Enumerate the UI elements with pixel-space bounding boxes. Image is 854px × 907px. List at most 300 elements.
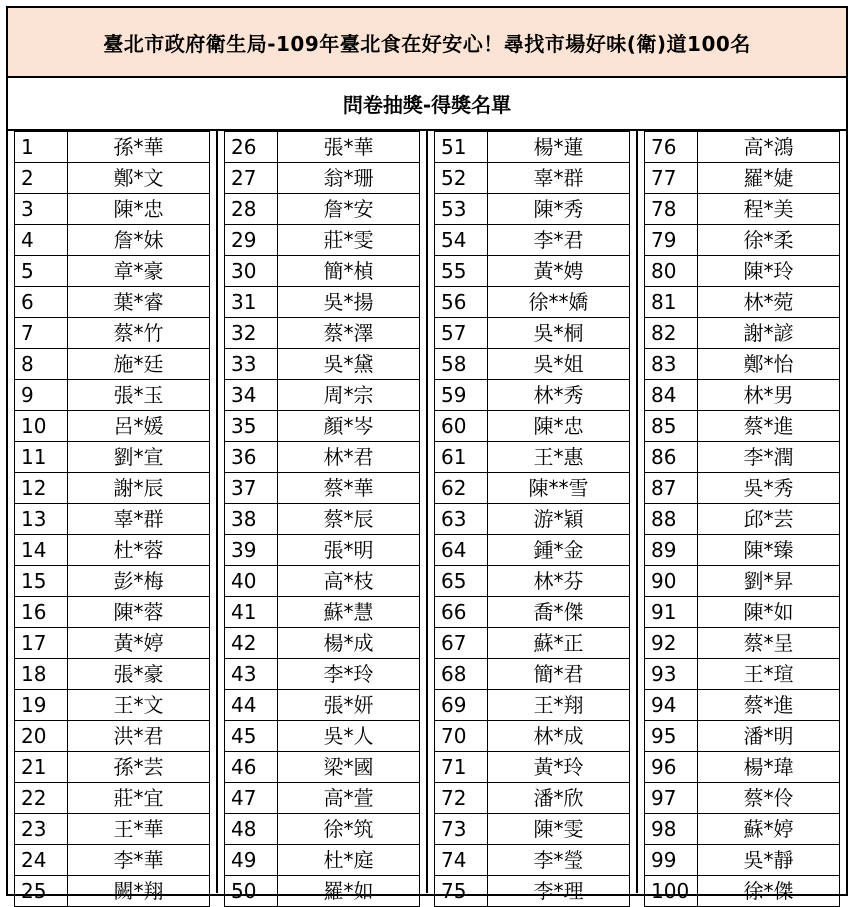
winner-name: 楊*成 [278,628,420,659]
table-row [645,349,840,380]
winner-number: 1 [15,132,68,163]
winner-number: 94 [645,690,698,721]
winner-name: 吳*揚 [278,287,420,318]
winner-name: 葉*睿 [68,287,210,318]
table-row [15,349,210,380]
winner-column [428,131,638,903]
winner-number: 91 [645,597,698,628]
winner-number: 83 [645,349,698,380]
page-title: 臺北市政府衛生局-109年臺北食在好安心！尋找市場好味(衛)道100名 [8,8,846,78]
table-row [645,504,840,535]
table-row [645,566,840,597]
winner-number: 76 [645,132,698,163]
winner-number: 65 [435,566,488,597]
winner-number: 54 [435,225,488,256]
table-row [225,721,420,752]
table-row [15,225,210,256]
table-row [225,256,420,287]
winner-number: 59 [435,380,488,411]
winner-name: 施*廷 [68,349,210,380]
winner-number: 42 [225,628,278,659]
winner-number: 53 [435,194,488,225]
winner-number: 11 [15,442,68,473]
winner-name: 蔡*辰 [278,504,420,535]
winner-number: 81 [645,287,698,318]
winner-number: 86 [645,442,698,473]
winner-table [434,131,630,907]
table-row [15,132,210,163]
winner-table [224,131,420,907]
winner-number: 45 [225,721,278,752]
winner-number: 36 [225,442,278,473]
table-row [435,845,630,876]
winner-name: 邱*芸 [698,504,840,535]
winner-number: 61 [435,442,488,473]
winner-column [8,131,218,903]
winner-number: 31 [225,287,278,318]
winner-name: 謝*辰 [68,473,210,504]
winner-name: 游*穎 [488,504,630,535]
winner-number: 99 [645,845,698,876]
winner-name: 吳*秀 [698,473,840,504]
table-row [435,194,630,225]
winner-number: 64 [435,535,488,566]
table-row [15,535,210,566]
table-row [225,132,420,163]
table-row [15,566,210,597]
winner-number: 79 [645,225,698,256]
table-row [15,814,210,845]
winner-name: 徐*柔 [698,225,840,256]
table-row [645,473,840,504]
winner-number: 47 [225,783,278,814]
table-row [15,163,210,194]
table-row [225,566,420,597]
winner-name: 陳*蓉 [68,597,210,628]
table-row [645,721,840,752]
winner-name: 李*理 [488,876,630,907]
winner-name: 高*枝 [278,566,420,597]
table-row [15,411,210,442]
winner-table [644,131,840,907]
table-row [645,287,840,318]
winner-number: 85 [645,411,698,442]
winner-name: 蘇*婷 [698,814,840,845]
winner-number: 77 [645,163,698,194]
winner-name: 周*宗 [278,380,420,411]
winner-number: 90 [645,566,698,597]
table-row [435,473,630,504]
table-row [225,504,420,535]
table-row [225,411,420,442]
winner-number: 70 [435,721,488,752]
winner-name: 吳*姐 [488,349,630,380]
winner-name: 杜*庭 [278,845,420,876]
table-row [435,349,630,380]
table-row [15,628,210,659]
table-row [645,225,840,256]
table-row [435,380,630,411]
winner-name: 張*明 [278,535,420,566]
table-row [435,628,630,659]
table-row [225,287,420,318]
winner-columns [8,131,846,903]
winner-name: 李*潤 [698,442,840,473]
table-row [435,132,630,163]
table-row [435,504,630,535]
winner-name: 鄭*怡 [698,349,840,380]
table-row [435,566,630,597]
table-row [645,380,840,411]
winner-name: 蘇*正 [488,628,630,659]
winner-number: 15 [15,566,68,597]
winner-name: 蔡*華 [278,473,420,504]
winner-number: 56 [435,287,488,318]
winner-number: 33 [225,349,278,380]
table-row [645,814,840,845]
winner-number: 34 [225,380,278,411]
winner-name: 鍾*金 [488,535,630,566]
table-row [15,845,210,876]
table-row [645,442,840,473]
winner-number: 4 [15,225,68,256]
winner-number: 58 [435,349,488,380]
winner-name: 陳*如 [698,597,840,628]
winner-number: 78 [645,194,698,225]
table-row [15,721,210,752]
section-subtitle: 問卷抽獎-得獎名單 [8,78,846,131]
table-row [435,721,630,752]
winner-name: 蔡*進 [698,411,840,442]
winner-number: 38 [225,504,278,535]
winner-number: 67 [435,628,488,659]
table-row [645,194,840,225]
winner-number: 30 [225,256,278,287]
table-row [15,473,210,504]
winner-number: 5 [15,256,68,287]
winner-number: 14 [15,535,68,566]
winner-name: 鄭*文 [68,163,210,194]
winner-number: 24 [15,845,68,876]
winner-number: 51 [435,132,488,163]
table-row [645,845,840,876]
winner-name: 蘇*慧 [278,597,420,628]
table-row [225,473,420,504]
winner-number: 2 [15,163,68,194]
winner-name: 林*芬 [488,566,630,597]
winner-name: 詹*妹 [68,225,210,256]
table-row [435,163,630,194]
winner-name: 陳*忠 [488,411,630,442]
winner-number: 96 [645,752,698,783]
winner-name: 蔡*呈 [698,628,840,659]
table-row [225,318,420,349]
winner-number: 50 [225,876,278,907]
winner-number: 75 [435,876,488,907]
table-row [435,442,630,473]
table-row [435,814,630,845]
table-row [225,690,420,721]
winner-number: 21 [15,752,68,783]
winner-name: 翁*珊 [278,163,420,194]
winner-name: 辜*群 [68,504,210,535]
winner-number: 46 [225,752,278,783]
table-row [645,535,840,566]
winner-number: 97 [645,783,698,814]
winner-number: 13 [15,504,68,535]
winner-number: 72 [435,783,488,814]
winner-name: 陳*忠 [68,194,210,225]
winner-number: 22 [15,783,68,814]
table-row [435,287,630,318]
table-row [435,411,630,442]
winner-number: 6 [15,287,68,318]
winner-number: 87 [645,473,698,504]
winner-name: 黃*玲 [488,752,630,783]
winner-number: 43 [225,659,278,690]
table-row [645,318,840,349]
winner-number: 23 [15,814,68,845]
winner-number: 55 [435,256,488,287]
winner-name: 莊*雯 [278,225,420,256]
winner-number: 25 [15,876,68,907]
winner-name: 杜*蓉 [68,535,210,566]
winner-name: 吳*人 [278,721,420,752]
winner-number: 40 [225,566,278,597]
winner-number: 20 [15,721,68,752]
table-row [645,659,840,690]
winner-name: 李*瑩 [488,845,630,876]
table-row [15,752,210,783]
winner-number: 95 [645,721,698,752]
table-row [15,194,210,225]
winner-name: 孫*華 [68,132,210,163]
table-row [225,597,420,628]
winner-name: 張*妍 [278,690,420,721]
winner-name: 梁*國 [278,752,420,783]
winner-number: 41 [225,597,278,628]
table-row [15,783,210,814]
winner-number: 18 [15,659,68,690]
winner-name: 蔡*竹 [68,318,210,349]
winner-name: 徐*筑 [278,814,420,845]
winner-number: 37 [225,473,278,504]
table-row [15,659,210,690]
table-row [435,659,630,690]
winner-column [638,131,846,903]
table-row [435,752,630,783]
winner-table [14,131,210,907]
winner-name: 王*翔 [488,690,630,721]
table-row [435,597,630,628]
winner-number: 3 [15,194,68,225]
winner-name: 黃*娉 [488,256,630,287]
winner-list-sheet [6,6,848,903]
winner-name: 林*菀 [698,287,840,318]
winner-number: 88 [645,504,698,535]
winner-name: 蔡*伶 [698,783,840,814]
winner-number: 82 [645,318,698,349]
table-row [435,690,630,721]
winner-name: 李*君 [488,225,630,256]
winner-name: 吳*桐 [488,318,630,349]
table-row [435,256,630,287]
winner-number: 27 [225,163,278,194]
winner-name: 王*華 [68,814,210,845]
winner-number: 28 [225,194,278,225]
winner-name: 簡*楨 [278,256,420,287]
table-row [15,380,210,411]
winner-name: 陳**雪 [488,473,630,504]
table-row [435,535,630,566]
table-row [15,287,210,318]
winner-number: 100 [645,876,698,907]
winner-name: 黃*婷 [68,628,210,659]
winner-name: 程*美 [698,194,840,225]
table-row [435,783,630,814]
table-row [15,442,210,473]
table-row [225,194,420,225]
winner-number: 17 [15,628,68,659]
winner-name: 蔡*進 [698,690,840,721]
winner-name: 潘*欣 [488,783,630,814]
winner-number: 26 [225,132,278,163]
winner-name: 羅*如 [278,876,420,907]
winner-number: 66 [435,597,488,628]
winner-number: 10 [15,411,68,442]
winner-number: 16 [15,597,68,628]
table-row [645,163,840,194]
winner-name: 徐**嬌 [488,287,630,318]
table-row [225,814,420,845]
winner-number: 92 [645,628,698,659]
winner-number: 57 [435,318,488,349]
winner-number: 7 [15,318,68,349]
table-row [225,535,420,566]
winner-name: 陳*臻 [698,535,840,566]
winner-name: 闕*翔 [68,876,210,907]
winner-number: 9 [15,380,68,411]
winner-name: 楊*瑋 [698,752,840,783]
winner-number: 98 [645,814,698,845]
winner-number: 69 [435,690,488,721]
winner-name: 林*成 [488,721,630,752]
winner-number: 35 [225,411,278,442]
winner-number: 80 [645,256,698,287]
table-row [15,504,210,535]
winner-number: 93 [645,659,698,690]
winner-name: 辜*群 [488,163,630,194]
winner-number: 19 [15,690,68,721]
table-row [645,783,840,814]
winner-name: 劉*宣 [68,442,210,473]
winner-number: 74 [435,845,488,876]
winner-name: 簡*君 [488,659,630,690]
winner-name: 高*萱 [278,783,420,814]
table-row [225,783,420,814]
winner-name: 羅*婕 [698,163,840,194]
winner-name: 莊*宜 [68,783,210,814]
winner-name: 蔡*澤 [278,318,420,349]
winner-name: 張*豪 [68,659,210,690]
winner-name: 王*瑄 [698,659,840,690]
winner-number: 8 [15,349,68,380]
table-row [15,256,210,287]
table-row [225,845,420,876]
winner-name: 陳*秀 [488,194,630,225]
winner-name: 林*君 [278,442,420,473]
table-row [645,411,840,442]
table-row [645,132,840,163]
table-row [645,597,840,628]
table-row [225,659,420,690]
winner-number: 48 [225,814,278,845]
winner-name: 張*玉 [68,380,210,411]
winner-name: 陳*玲 [698,256,840,287]
table-row [225,163,420,194]
winner-number: 62 [435,473,488,504]
table-row [15,318,210,349]
winner-number: 52 [435,163,488,194]
winner-name: 洪*君 [68,721,210,752]
table-row [15,597,210,628]
winner-number: 44 [225,690,278,721]
winner-name: 李*華 [68,845,210,876]
winner-name: 林*秀 [488,380,630,411]
table-row [645,628,840,659]
winner-column [218,131,428,903]
table-row [645,752,840,783]
winner-number: 49 [225,845,278,876]
winner-name: 潘*明 [698,721,840,752]
table-row [435,318,630,349]
winner-name: 喬*傑 [488,597,630,628]
table-row [435,225,630,256]
table-row [645,256,840,287]
winner-name: 吳*黛 [278,349,420,380]
table-row [15,690,210,721]
winner-number: 32 [225,318,278,349]
winner-name: 彭*梅 [68,566,210,597]
winner-number: 12 [15,473,68,504]
winner-number: 29 [225,225,278,256]
winner-number: 63 [435,504,488,535]
winner-number: 39 [225,535,278,566]
winner-name: 謝*諺 [698,318,840,349]
table-row [225,225,420,256]
winner-name: 徐*傑 [698,876,840,907]
winner-name: 李*玲 [278,659,420,690]
winner-name: 王*文 [68,690,210,721]
winner-name: 劉*昇 [698,566,840,597]
winner-number: 68 [435,659,488,690]
table-row [225,442,420,473]
table-row [225,752,420,783]
winner-name: 張*華 [278,132,420,163]
winner-number: 60 [435,411,488,442]
winner-name: 章*豪 [68,256,210,287]
winner-name: 高*鴻 [698,132,840,163]
winner-name: 陳*雯 [488,814,630,845]
winner-number: 89 [645,535,698,566]
winner-name: 詹*安 [278,194,420,225]
winner-name: 顏*岑 [278,411,420,442]
winner-name: 楊*蓮 [488,132,630,163]
table-row [645,690,840,721]
table-row [225,628,420,659]
winner-number: 73 [435,814,488,845]
winner-number: 71 [435,752,488,783]
